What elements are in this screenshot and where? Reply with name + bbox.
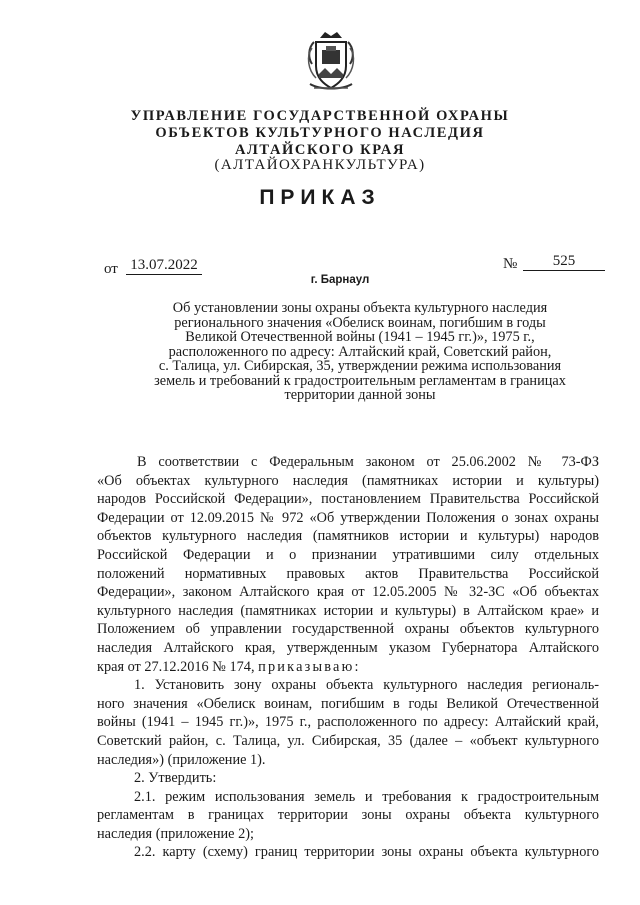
subject-line: с. Талица, ул. Сибирская, 35, утверждении режима использования xyxy=(158,358,562,374)
document-subject xyxy=(130,301,590,403)
city-name: г. Барнаул xyxy=(310,274,370,286)
body-line xyxy=(97,658,599,677)
body-line: положений нормативных правовых актов Правительства Российской xyxy=(97,565,599,582)
subject-line: Великой Отечественной войны (1941 – 1945 гг.)», 1975 г., xyxy=(185,329,535,345)
subject-line: расположенного по адресу: Алтайский край, Советский район, xyxy=(168,343,552,360)
body-line: культурного наследия (памятниках истории и культуры) в Алтайском крае» и xyxy=(97,602,599,619)
body-line: народов Российской Федерации», постановлением Правительства Российской xyxy=(97,491,599,508)
item-1-line: войны (1941 – 1945 гг.)», 1975 г., расположенного по адресу: Алтайский край, xyxy=(97,714,599,731)
subject-line: территории данной зоны xyxy=(284,387,436,403)
body-line: Положением об управлении государственной охраны объектов культурного xyxy=(97,621,599,638)
body-line: В соответствии с Федеральным законом от 25.06.2002 № 73-ФЗ xyxy=(137,454,599,470)
org-name-line-2: ОБЪЕКТОВ КУЛЬТУРНОГО НАСЛЕДИЯ xyxy=(155,125,485,141)
body-line: объектов культурного наследия (памятников истории и культуры) народов xyxy=(97,528,599,545)
body-line: «Об объектах культурного наследия (памятниках истории и культуры) xyxy=(97,472,599,489)
order-word: приказываю: xyxy=(258,658,361,675)
item-1-line: Советский район, с. Талица, ул. Сибирская, 35 (далее – «объект культурного xyxy=(97,732,599,749)
item-2-1-line: 2.1. режим использования земель и требования к градостроительным xyxy=(134,788,599,805)
subject-line: регионального значения «Обелиск воинам, погибшим в годы xyxy=(174,314,546,331)
item-1-line: 1. Установить зону охраны объекта культурного наследия региональ- xyxy=(134,677,599,694)
org-name-line-3: АЛТАЙСКОГО КРАЯ xyxy=(234,142,406,158)
body-line: Федерации», законом Алтайского края от 12.05.2005 № 32-ЗС «Об объектах xyxy=(97,584,599,601)
document-body xyxy=(97,453,599,862)
subject-line: Об установлении зоны охраны объекта культурного наследия xyxy=(172,300,548,316)
item-2-1-line: регламентам в границах территории зоны охраны объекта культурного xyxy=(97,807,599,824)
document-date: 13.07.2022 xyxy=(126,257,202,275)
document-type-title: ПРИКАЗ xyxy=(259,186,381,209)
date-label: от xyxy=(104,261,118,277)
org-name-line-1: УПРАВЛЕНИЕ ГОСУДАРСТВЕННОЙ ОХРАНЫ xyxy=(130,108,510,124)
subject-line: земель и требований к градостроительным регламентам в границах xyxy=(154,372,566,389)
number-label: № xyxy=(503,256,518,272)
body-line: наследия Алтайского края, утвержденным указом Губернатора Алтайского xyxy=(97,639,599,656)
item-1-line: ного значения «Обелиск воинам, погибшим в годы Великой Отечественной xyxy=(97,695,599,712)
item-2-1-line: наследия (приложение 2); xyxy=(97,825,254,842)
item-1-line: наследия») (приложение 1). xyxy=(97,751,266,768)
item-2-2-line: 2.2. карту (схему) границ территории зоны охраны объекта культурного xyxy=(134,844,599,861)
body-line: Российской Федерации и о признании утратившими силу отдельных xyxy=(97,546,599,563)
item-2-line: 2. Утвердить: xyxy=(134,770,217,787)
body-line: Федерации от 12.09.2015 № 972 «Об утверждении Положения о зонах охраны xyxy=(97,509,599,526)
org-short-name: (АЛТАЙОХРАНКУЛЬТУРА) xyxy=(214,157,426,173)
document-number: 525 xyxy=(523,253,605,271)
preamble-ending: края от 27.12.2016 № 174, xyxy=(97,658,255,675)
coat-of-arms-icon xyxy=(302,28,360,94)
